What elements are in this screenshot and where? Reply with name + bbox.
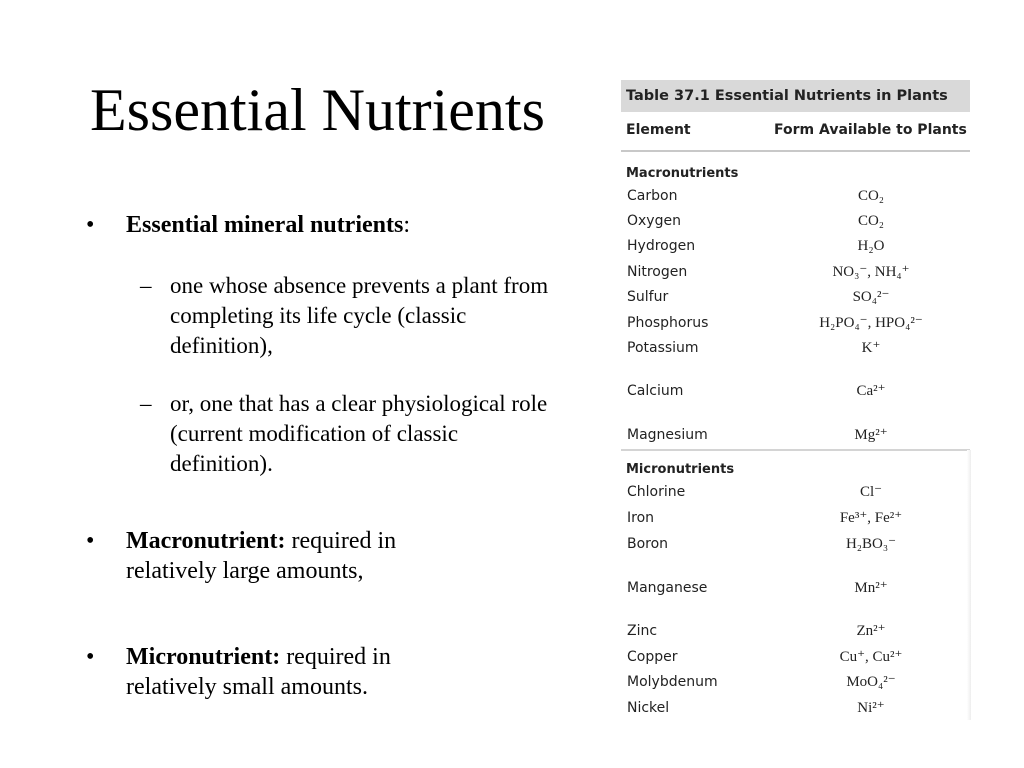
element-name: Phosphorus: [627, 315, 709, 331]
table-row-sulfur: [621, 287, 970, 307]
element-form: CO₂: [857, 188, 885, 204]
element-form: NO₃⁻, NH₄⁺: [832, 264, 910, 280]
table-row-hydrogen: [621, 236, 970, 256]
macronutrient-definition: required in relatively large amounts,: [126, 528, 397, 584]
bullet-item-essential: [86, 210, 566, 240]
element-name: Magnesium: [627, 427, 708, 443]
table-row-nickel: [621, 698, 970, 718]
table-caption: Table 37.1 Essential Nutrients in Plants: [621, 80, 970, 112]
element-name: Manganese: [627, 580, 708, 596]
element-form: Cu⁺, Cu²⁺: [839, 649, 903, 665]
element-form: H₂O: [857, 238, 885, 254]
micronutrients-heading: Micronutrients: [626, 462, 735, 477]
element-form: Mg²⁺: [854, 427, 888, 443]
table-row-manganese: [621, 578, 970, 598]
element-form: Fe³⁺, Fe²⁺: [839, 510, 903, 526]
element-form: H₂PO₄⁻, HPO₄²⁻: [819, 315, 923, 331]
macronutrients-heading: Macronutrients: [626, 166, 739, 181]
term-macronutrient: Macronutrient:: [126, 528, 286, 554]
sub-bullet-marker: –: [140, 273, 152, 298]
bullet-text: [126, 526, 466, 586]
element-name: Zinc: [627, 623, 658, 639]
element-name: Iron: [627, 510, 655, 526]
element-form: Zn²⁺: [856, 623, 886, 639]
element-form: SO₄²⁻: [852, 289, 890, 305]
table-row-potassium: [621, 338, 970, 358]
table-row-calcium: [621, 381, 970, 401]
table-row-carbon: [621, 186, 970, 206]
sub-bullet-marker: –: [140, 391, 152, 416]
table-row-molybdenum: [621, 672, 970, 692]
element-name: Nickel: [627, 700, 670, 716]
element-name: Nitrogen: [627, 264, 688, 280]
scan-edge-shadow: [967, 450, 971, 720]
element-form: Ca²⁺: [856, 383, 886, 399]
bullet-marker: •: [86, 528, 95, 554]
bullet-text: [126, 210, 566, 240]
bullet-item-macronutrient: [86, 526, 466, 586]
element-name: Potassium: [627, 340, 699, 356]
table-row-boron: [621, 534, 970, 554]
element-name: Chlorine: [627, 484, 686, 500]
element-name: Molybdenum: [627, 674, 718, 690]
element-form: CO₂: [857, 213, 885, 229]
table-row-phosphorus: [621, 313, 970, 333]
bullet-text: [126, 642, 466, 702]
element-name: Oxygen: [627, 213, 681, 229]
table-header: [621, 116, 970, 152]
term-micronutrient: Micronutrient:: [126, 644, 281, 670]
term-colon: :: [403, 212, 411, 238]
element-name: Boron: [627, 536, 669, 552]
table-row-magnesium: [621, 425, 970, 445]
sub-item-current-modification: [140, 389, 560, 479]
table-row-iron: [621, 508, 970, 528]
table-row-oxygen: [621, 211, 970, 231]
element-name: Calcium: [627, 383, 684, 399]
element-form: MoO₄²⁻: [846, 674, 896, 690]
column-header-form: Form Available to Plants: [774, 122, 967, 138]
element-name: Hydrogen: [627, 238, 696, 254]
sub-item-text: one whose absence prevents a plant from completing its life cycle (classic definition),: [170, 273, 549, 358]
table-row-nitrogen: [621, 262, 970, 282]
element-form: Mn²⁺: [854, 580, 888, 596]
section-divider: [621, 449, 970, 451]
column-header-element: Element: [626, 122, 691, 138]
table-row-chlorine: [621, 482, 970, 502]
bullet-item-micronutrient: [86, 642, 466, 702]
element-name: Carbon: [627, 188, 678, 204]
element-form: H₂BO₃⁻: [845, 536, 897, 552]
sub-item-classic-definition: [140, 271, 560, 361]
table-row-copper: [621, 647, 970, 667]
bullet-marker: •: [86, 212, 95, 238]
element-form: Cl⁻: [859, 484, 883, 500]
term-essential-mineral-nutrients: Essential mineral nutrients: [126, 212, 404, 238]
element-form: K⁺: [861, 340, 881, 356]
table-row-zinc: [621, 621, 970, 641]
element-form: Ni²⁺: [857, 700, 885, 716]
bullet-marker: •: [86, 644, 95, 670]
slide-title: Essential Nutrients: [90, 77, 545, 143]
nutrients-table: [621, 78, 971, 723]
element-name: Copper: [627, 649, 678, 665]
element-name: Sulfur: [627, 289, 669, 305]
micronutrient-definition: required in relatively small amounts.: [126, 644, 391, 700]
sub-item-text: or, one that has a clear physiological role (current modification of classic definition).: [170, 391, 548, 476]
